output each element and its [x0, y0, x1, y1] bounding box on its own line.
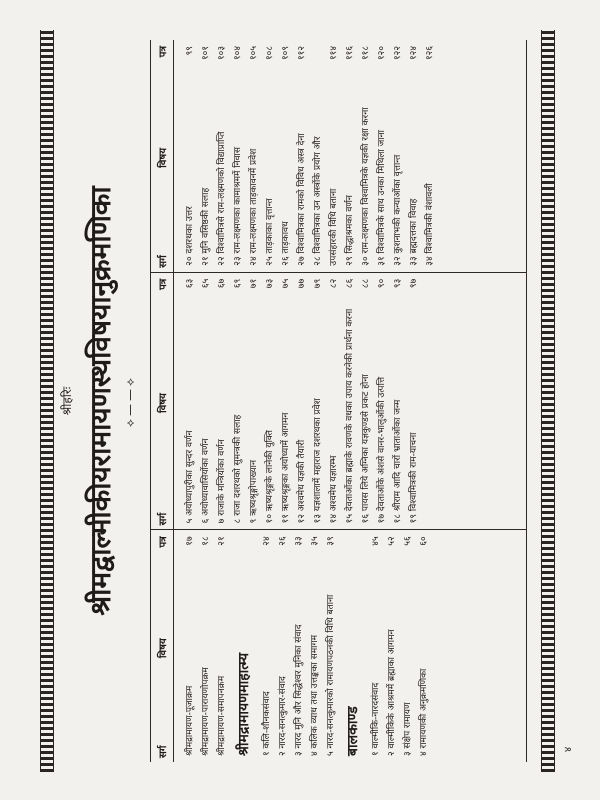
panel-1	[151, 529, 526, 762]
row-page: ९०	[376, 278, 387, 289]
row-page: २६	[277, 536, 288, 546]
col-vishay: विषय	[158, 393, 169, 413]
om-heading: श्रीहरिः	[60, 386, 74, 416]
table-row	[260, 273, 276, 530]
table-row	[398, 530, 414, 762]
row-text: २३ राम-लक्ष्मणका कामाश्रममें निवास	[232, 147, 243, 266]
table-row	[180, 273, 196, 530]
row-page: ३९	[325, 536, 336, 546]
row-text: १ वाल्मीकि-नारदसंवाद	[370, 682, 381, 756]
row-page: ६३	[184, 278, 195, 289]
decorative-border	[40, 30, 574, 772]
table-row	[305, 530, 321, 762]
row-text: २ वाल्मीकिके आश्रममें ब्रह्माका आगमन	[386, 629, 397, 756]
row-page: ११६	[344, 46, 355, 61]
row-page: ६७	[216, 278, 227, 289]
row-text: ७ राजाके मन्त्रियोंका वर्णन	[216, 439, 227, 524]
row-text: २१ मुनि वसिष्ठकी सलाह	[200, 187, 211, 266]
col-vishay: विषय	[158, 638, 169, 659]
row-page: १०९	[280, 46, 291, 61]
row-page: १०४	[232, 46, 243, 61]
row-text: ५ अयोध्यापुरीका सुन्दर वर्णन	[184, 430, 195, 524]
heading	[58, 30, 138, 772]
table-row	[308, 273, 324, 530]
table-row	[372, 40, 388, 272]
flourish-ornament: ⟡——⟡	[123, 375, 137, 427]
table-row	[414, 530, 430, 762]
table-row	[196, 40, 212, 272]
row-text: २२ विश्वामित्रसे राम-लक्ष्मणको विद्याप्राप्ति	[216, 131, 227, 266]
row-page: ९९	[184, 46, 195, 56]
row-page: ३३	[293, 536, 304, 546]
row-text: ८ राजा दशरथको सुमन्त्रकी सलाह	[232, 414, 243, 524]
table-row	[273, 530, 289, 762]
table-row	[228, 40, 244, 272]
row-page: ६५	[200, 278, 211, 289]
row-text: १३ यज्ञशालामें महाराज दशरथका प्रवेश	[312, 398, 323, 524]
row-text: २० दशरथका उत्तर	[184, 206, 195, 266]
row-text: ५ नारद-सनत्कुमारको रामायणपठनकी विधि बताना	[325, 594, 336, 756]
table-header	[151, 530, 174, 762]
row-text: ३२ कुशनाभकी कन्याओंका वृत्तान्त	[392, 154, 403, 266]
row-text: २८ विश्वामित्रका उन अस्त्रोंके प्रयोग और	[312, 136, 323, 266]
row-page: ११८	[360, 46, 371, 61]
row-text: १८ श्रीराम आदि चारों भ्राताओंका जन्म	[392, 399, 403, 524]
row-text: ३१ विश्वामित्रके साथ उनका मिथिला जाना	[376, 130, 387, 266]
section-heading: बालकाण्ड	[345, 706, 361, 756]
table-row	[404, 40, 420, 272]
row-text: १९ विश्वामित्रकी राम-याचना	[408, 432, 419, 524]
col-sarga: सर्ग	[158, 512, 169, 526]
row-text: २७ विश्वामित्रका रामको विविध अस्त्र देना	[296, 133, 307, 266]
table-header	[151, 40, 174, 272]
col-patra: पत्र	[158, 278, 169, 290]
row-page: १०५	[248, 46, 259, 61]
row-text: २९ सिद्धाश्रमका वर्णन	[344, 195, 355, 266]
row-text: ९ ऋष्यश्रृङ्गोपाख्यान	[248, 460, 259, 524]
row-page: ८२	[328, 278, 339, 289]
row-text: उपसंहारकी विधि बताना	[328, 188, 339, 266]
row-page: १०३	[216, 46, 227, 61]
row-text: २ नारद-सनत्कुमार-संवाद	[277, 676, 288, 756]
col-patra: पत्र	[158, 536, 169, 548]
row-page: १८	[200, 536, 211, 546]
row-text: श्रीमद्रामायण-समापनक्रम	[216, 675, 227, 756]
row-page: १२०	[376, 46, 387, 61]
table-row	[366, 530, 382, 762]
row-page: १२४	[408, 46, 419, 61]
row-text: श्रीमद्रामायण-पारायणोपक्रम	[200, 667, 211, 756]
table-row	[324, 273, 340, 530]
row-page: ११२	[296, 46, 307, 61]
table-row	[356, 40, 372, 272]
row-text: ३४ विश्वामित्रकी वंशावली	[424, 183, 435, 266]
row-page: ४५	[370, 536, 381, 546]
table-row	[260, 40, 276, 272]
row-text: १० ऋष्यश्रृङ्गके लानेकी युक्ति	[264, 430, 275, 524]
row-page: ७५	[280, 278, 291, 289]
table-row	[276, 40, 292, 272]
table-row	[340, 40, 356, 272]
row-text: ३३ ब्रह्मदत्तका विवाह	[408, 198, 419, 266]
row-text: २४ राम-लक्ष्मणका ताड़कावनमें प्रवेश	[248, 148, 259, 266]
table-row	[180, 40, 196, 272]
section-heading: श्रीमद्रामायणमाहात्म्य	[236, 652, 252, 756]
col-vishay: विषय	[158, 147, 169, 168]
row-page: १०१	[200, 46, 211, 61]
table-row	[212, 273, 228, 530]
col-patra: पत्र	[158, 46, 169, 58]
col-sarga: सर्ग	[158, 255, 169, 268]
row-page: ११४	[328, 46, 339, 61]
index-table	[150, 40, 527, 762]
row-page: २१	[216, 536, 227, 546]
row-page: १२२	[392, 46, 403, 61]
table-row	[196, 273, 212, 530]
panel-3	[151, 40, 526, 272]
row-text: २५ ताड़काका वृत्तान्त	[264, 198, 275, 266]
table-row	[340, 273, 356, 530]
row-text: ३ नारद मुनि और सिद्धेश्वर मुनिका संवाद	[293, 624, 304, 756]
row-text: १२ अश्वमेध यज्ञकी तैयारी	[296, 439, 307, 524]
row-page: ५२	[386, 536, 397, 546]
row-text: ३ संक्षेप रामायण	[402, 702, 413, 756]
row-page: ८८	[360, 278, 371, 289]
row-page: २४	[261, 536, 272, 546]
page-title: श्रीमद्वाल्मीकीयरामायणस्थविषयानुक्रमणिका	[84, 186, 117, 616]
table-row	[324, 40, 340, 272]
table-row	[289, 530, 305, 762]
row-text: ४ कलिक व्याध तथा उत्तङ्कका समागम	[309, 635, 320, 756]
row-text: १७ देवताओंके अंशसे वानर-भालुओंकी उत्पत्ति	[376, 376, 387, 524]
table-row	[292, 273, 308, 530]
table-row	[372, 273, 388, 530]
row-page: ९३	[392, 278, 403, 289]
row-text: १६ पायस लिये अग्निका यज्ञकुण्डसे प्रकट होना	[360, 374, 371, 524]
row-text: ६ अयोध्यावासियोंका वर्णन	[200, 438, 211, 524]
table-row	[244, 273, 260, 530]
chain-border-bottom	[541, 30, 555, 772]
row-page: ८६	[344, 278, 355, 289]
table-row	[388, 273, 404, 530]
table-row	[244, 40, 260, 272]
table-row	[196, 530, 212, 762]
table-row	[212, 530, 228, 762]
chain-border-top	[40, 30, 54, 772]
table-row	[180, 530, 196, 762]
row-page: ७१	[248, 278, 259, 289]
panel-2	[151, 272, 526, 530]
table-row	[420, 40, 436, 272]
row-page: ७७	[296, 278, 307, 289]
page-mark: ४	[563, 746, 574, 752]
table-row	[228, 273, 244, 530]
table-row	[404, 273, 420, 530]
row-text: १४ अश्वमेध यज्ञारम्भ	[328, 455, 339, 524]
row-text: श्रीमद्रामायण-पूजाक्रम	[184, 685, 195, 756]
table-row	[321, 530, 337, 762]
row-page: १०८	[264, 46, 275, 61]
row-page: ६९	[232, 278, 243, 289]
row-text: ४ रामायणकी अनुक्रमणिका	[418, 668, 429, 756]
table-row	[308, 40, 324, 272]
row-page: १७	[184, 536, 195, 546]
row-text: १ कलि-शौनकसंवाद	[261, 691, 272, 756]
row-text: २६ ताड़कावध	[280, 221, 291, 266]
table-row	[257, 530, 273, 762]
row-text: ३० राम-लक्ष्मणका विश्वामित्रके यज्ञकी रक्षा करना	[360, 107, 371, 266]
row-page: ३५	[309, 536, 320, 546]
table-row	[388, 40, 404, 272]
table-row	[276, 273, 292, 530]
col-sarga: सर्ग	[158, 745, 169, 758]
table-row	[212, 40, 228, 272]
row-page: ७३	[264, 278, 275, 289]
row-text: ११ ऋष्यश्रृङ्गका अयोध्यामें आगमन	[280, 412, 291, 524]
table-header	[151, 273, 174, 530]
row-text: १५ देवताओंका ब्रह्माके रावणके वधका उपाय करनेकी प्रार्थना करना	[344, 308, 355, 524]
row-page: १२६	[424, 46, 435, 61]
row-page: ६०	[418, 536, 429, 546]
row-page: ५६	[402, 536, 413, 546]
table-row	[356, 273, 372, 530]
table-row	[292, 40, 308, 272]
row-page: ९७	[408, 278, 419, 289]
table-row	[382, 530, 398, 762]
row-page: ७९	[312, 278, 323, 289]
